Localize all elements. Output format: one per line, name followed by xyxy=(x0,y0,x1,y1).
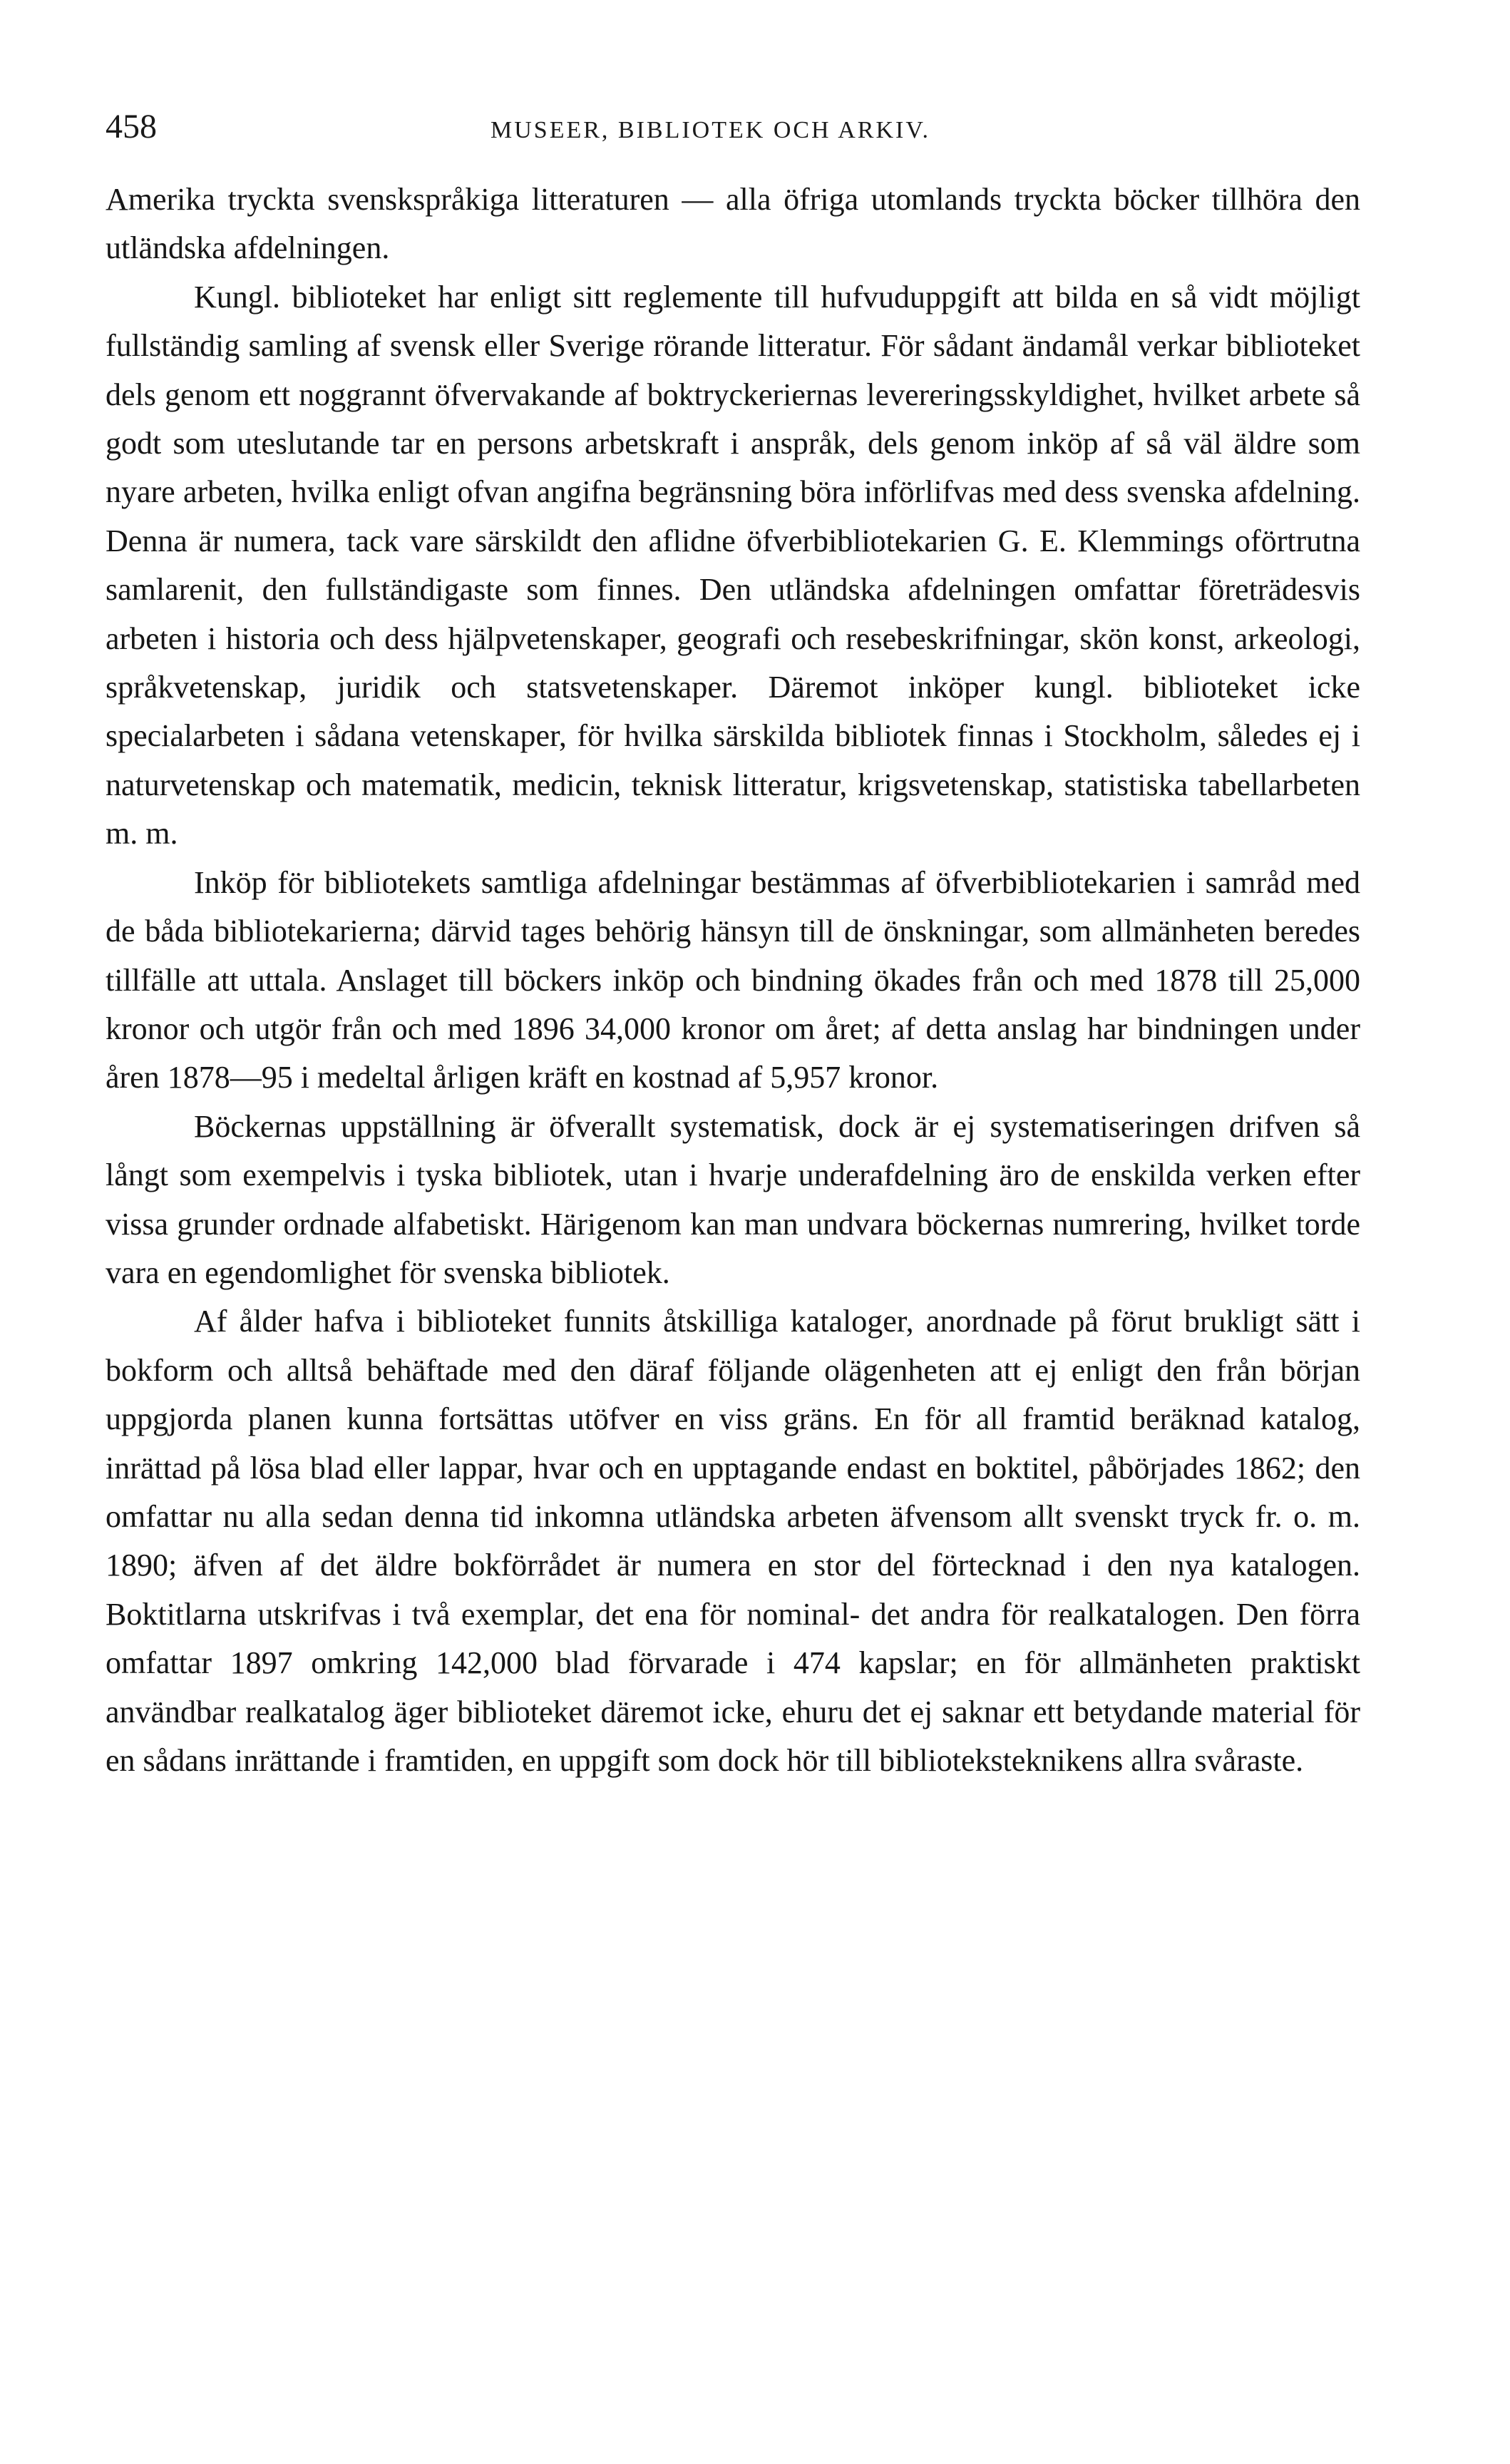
running-title: MUSEER, BIBLIOTEK OCH ARKIV. xyxy=(491,117,931,143)
paragraph-catalogues: Af ålder hafva i biblioteket funnits åtskilliga kataloger, anordnade på förut brukligt sätt i bokform och alltså behäftade med den däraf följande olägenheten att ej enligt den från början uppgjorda planen kunna fortsättas utöfver en viss gräns. En för all framtid beräknad katalog, inrättad på lösa blad eller lappar, hvar och en upptagande endast en boktitel, påbörjades 1862; den omfattar nu alla sedan denna tid inkomna utländska arbeten äfvensom allt svenskt tryck fr. o. m. 1890; äfven af det äldre bokförrådet är numera en stor del förtecknad i den nya katalogen. Boktitlarna utskrifvas i två exemplar, det ena för nominal- det andra för realkatalogen. Den förra omfattar 1897 omkring 142,000 blad förvarade i 474 kapslar; en för allmänheten praktiskt användbar realkatalog äger biblioteket däremot icke, ehuru det ej saknar ett betydande material för en sådans inrättande i framtiden, en uppgift som dock hör till biblioteksteknikens allra svåraste. xyxy=(106,1304,1360,1778)
paragraph-purchasing-budget: Inköp för bibliotekets samtliga afdelningar bestämmas af öfverbibliotekarien i samråd med de båda bibliotekarierna; därvid tages behörig hänsyn till de önskningar, som allmänheten beredes tillfälle att uttala. Anslaget till böckers inköp och bindning ökades från och med 1878 till 25,000 kronor och utgör från och med 1896 34,000 kronor om året; af detta anslag har bindningen under åren 1878—95 i medeltal årligen kräft en kostnad af 5,957 kronor. xyxy=(106,864,1360,1095)
running-head xyxy=(106,106,1360,155)
page-number: 458 xyxy=(106,108,157,145)
paragraph-continuation: Amerika tryckta svenskspråkiga litteraturen — alla öfriga utomlands tryckta böcker tillhöra den utländska afdelningen. xyxy=(106,182,1360,266)
paragraph-shelving-system: Böckernas uppställning är öfverallt systematisk, dock är ej systematiseringen drifven så långt som exempelvis i tyska bibliotek, utan i hvarje underafdelning äro de enskilda verken efter vissa grunder ordnade alfabetiskt. Härigenom kan man undvara böckernas numrering, hvilket torde vara en egendomlighet för svenska bibliotek. xyxy=(106,1108,1360,1290)
body-text xyxy=(106,175,1360,1785)
paragraph-acquisition-policy: Kungl. biblioteket har enligt sitt reglemente till hufvuduppgift att bilda en så vidt möjligt fullständig samling af svensk eller Sverige rörande litteratur. För sådant ändamål verkar biblioteket dels genom ett noggrannt öfvervakande af boktryckeriernas levereringsskyldighet, hvilket arbete så godt som uteslutande tar en persons arbetskraft i anspråk, dels genom inköp af så väl äldre som nyare arbeten, hvilka enligt ofvan angifna begränsning böra införlifvas med dess svenska afdelning. Denna är numera, tack vare särskildt den aflidne öfverbibliotekarien G. E. Klemmings oförtrutna samlarenit, den fullständigaste som finnes. Den utländska afdelningen omfattar företrädesvis arbeten i historia och dess hjälpvetenskaper, geografi och resebeskrifningar, skön konst, arkeologi, språkvetenskap, juridik och statsvetenskaper. Däremot inköper kungl. biblioteket icke specialarbeten i sådana vetenskaper, för hvilka särskilda bibliotek finnas i Stockholm, således ej i naturvetenskap och matematik, medicin, teknisk litteratur, krigsvetenskap, statistiska tabellarbeten m. m. xyxy=(106,279,1360,852)
